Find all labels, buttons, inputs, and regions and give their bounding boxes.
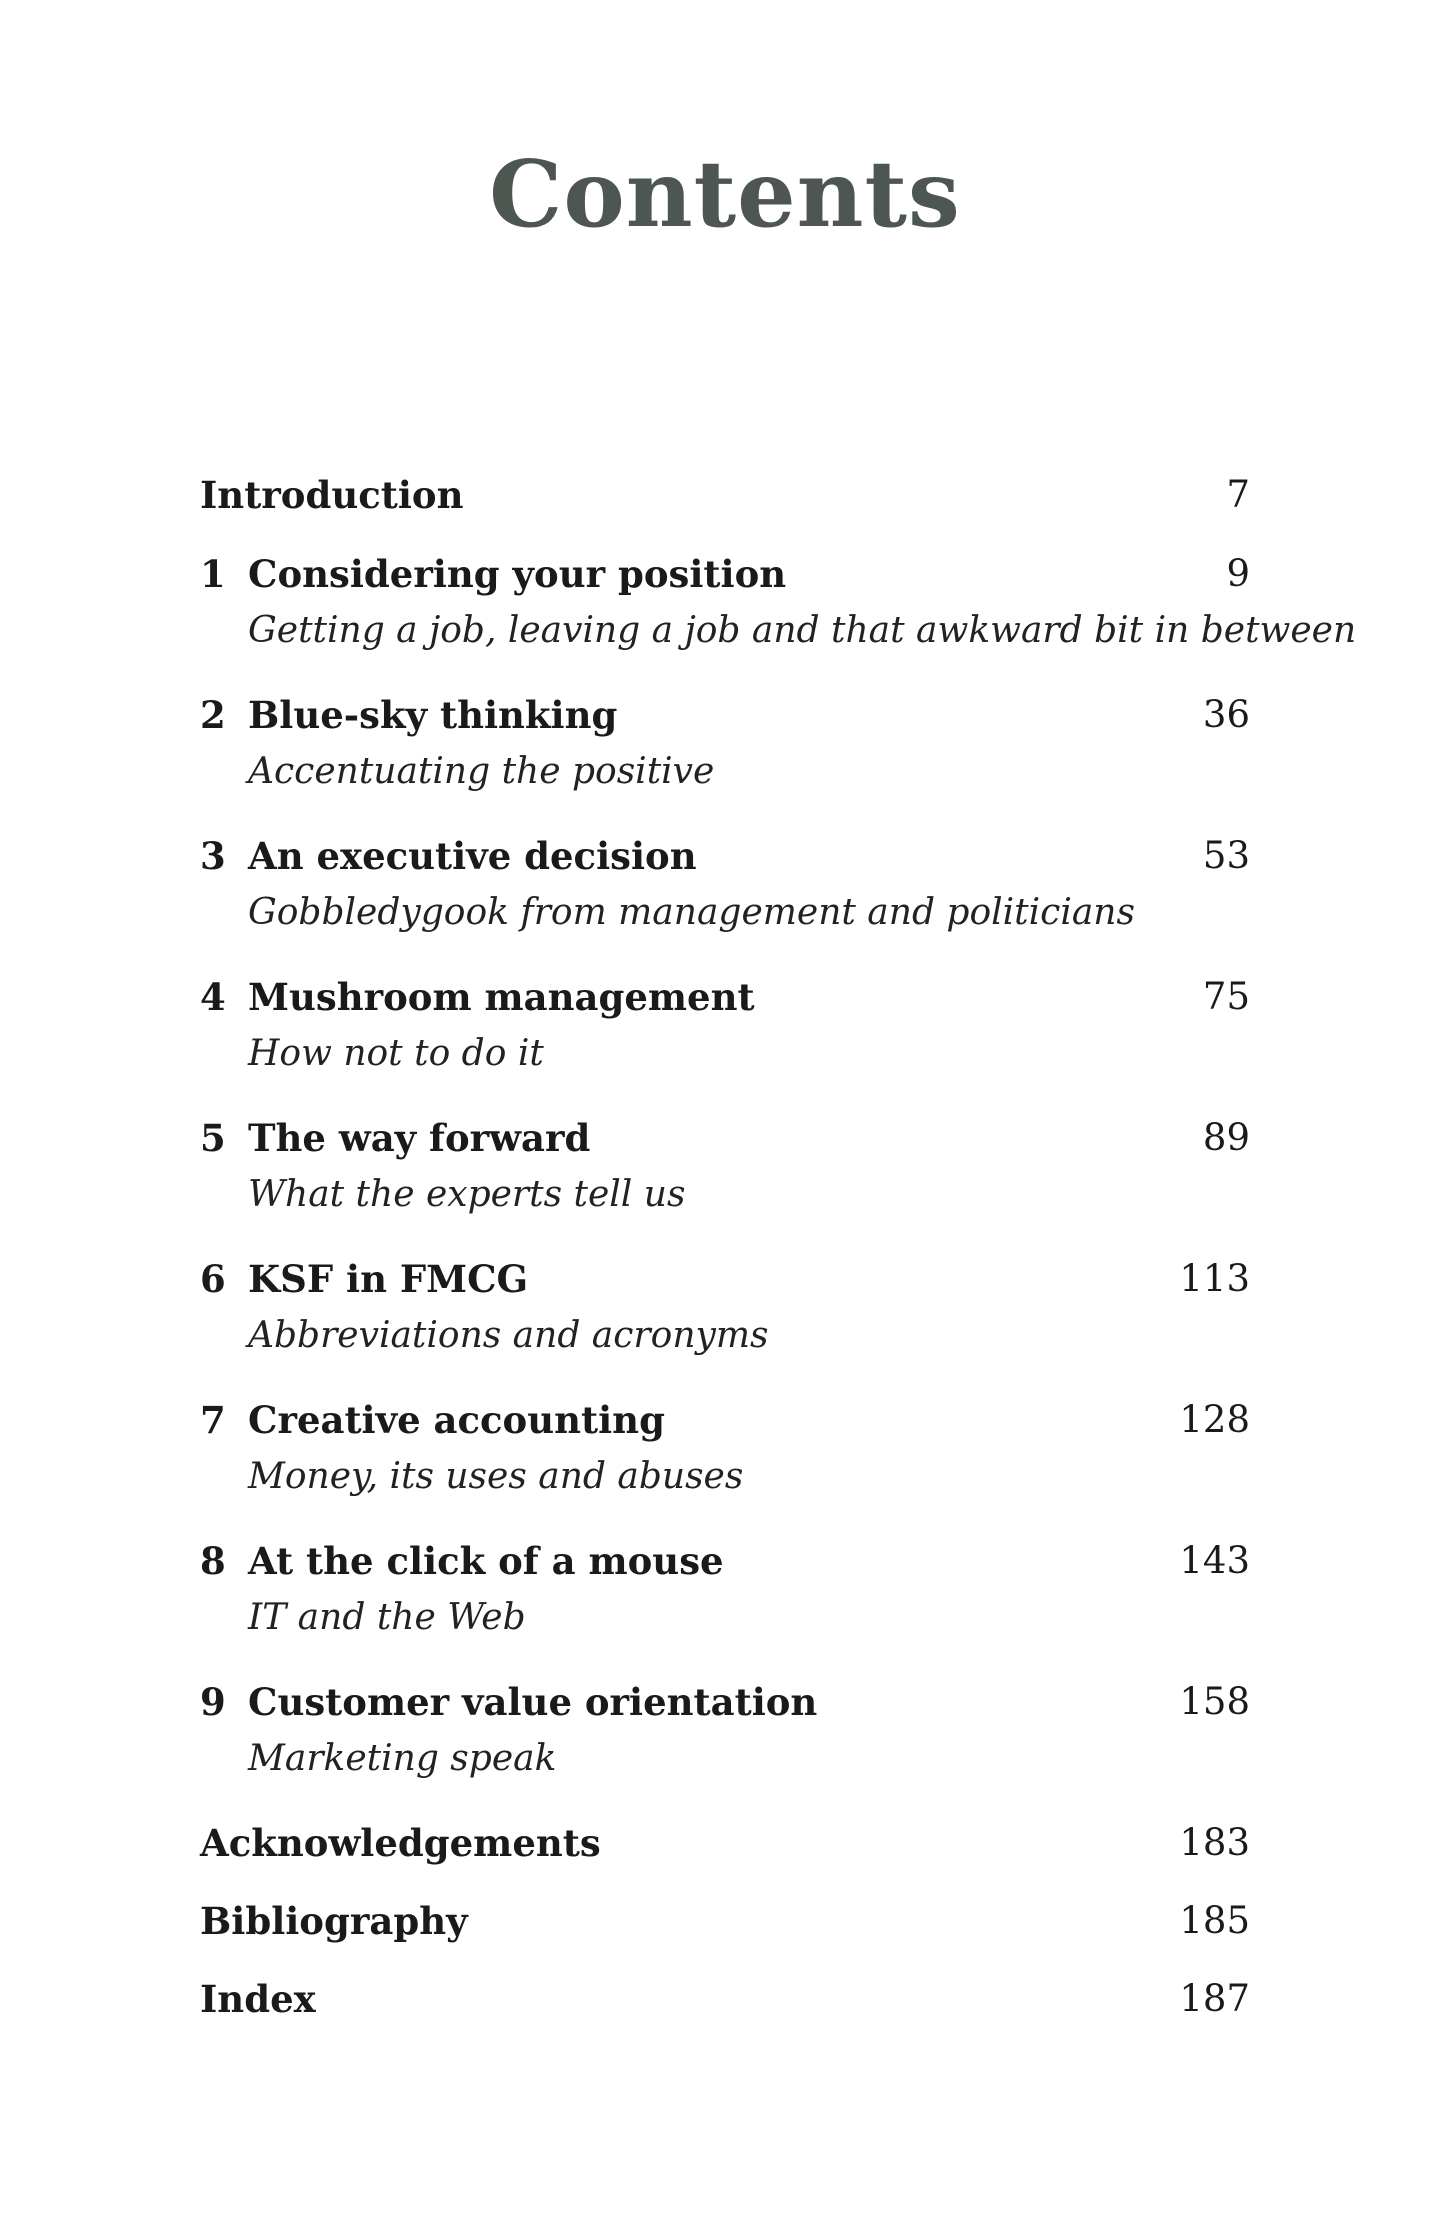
toc-chapter-7[interactable]: [200, 1390, 1250, 1531]
toc-chapter-3[interactable]: [200, 826, 1250, 967]
toc-entry-page: 183: [1179, 1821, 1250, 1864]
chapter-title: An executive decision: [248, 834, 697, 878]
chapter-subtitle: Gobbledygook from management and politicians: [248, 892, 1135, 933]
chapter-subtitle: IT and the Web: [248, 1597, 526, 1638]
chapter-subtitle: What the experts tell us: [248, 1174, 686, 1215]
toc-entry-label: Bibliography: [200, 1899, 468, 1943]
chapter-page: 113: [1179, 1257, 1250, 1300]
chapter-title: Considering your position: [248, 552, 787, 596]
chapter-title: Blue-sky thinking: [248, 693, 618, 737]
chapter-page: 9: [1226, 552, 1250, 595]
chapter-subtitle: Marketing speak: [248, 1738, 557, 1779]
chapter-page: 143: [1179, 1539, 1250, 1582]
chapter-title: Customer value orientation: [248, 1680, 818, 1724]
table-of-contents: [200, 465, 1357, 2047]
toc-entry-label: Acknowledgements: [200, 1821, 601, 1865]
chapter-title: At the click of a mouse: [248, 1539, 724, 1583]
toc-entry-index[interactable]: [200, 1969, 1250, 2047]
toc-chapter-1[interactable]: [200, 544, 1357, 685]
toc-entry-acknowledgements[interactable]: [200, 1813, 1250, 1891]
toc-chapter-5[interactable]: [200, 1108, 1250, 1249]
chapter-number: 7: [200, 1398, 226, 1442]
chapter-page: 89: [1202, 1116, 1250, 1159]
chapter-page: 128: [1179, 1398, 1250, 1441]
toc-entry-label: Introduction: [200, 473, 464, 517]
toc-entry-bibliography[interactable]: [200, 1891, 1250, 1969]
chapter-title: The way forward: [248, 1116, 591, 1160]
chapter-subtitle: Abbreviations and acronyms: [248, 1315, 769, 1356]
chapter-page: 75: [1202, 975, 1250, 1018]
toc-entry-page: 187: [1179, 1977, 1250, 2020]
toc-entry-page: 185: [1179, 1899, 1250, 1942]
toc-chapter-2[interactable]: [200, 685, 1250, 826]
toc-entry-page: 7: [1226, 473, 1250, 516]
chapter-number: 6: [200, 1257, 226, 1301]
toc-chapter-8[interactable]: [200, 1531, 1250, 1672]
chapter-subtitle: Accentuating the positive: [248, 751, 715, 792]
chapter-subtitle: How not to do it: [248, 1033, 544, 1074]
chapter-subtitle: Getting a job, leaving a job and that awkward bit in between: [248, 610, 1357, 651]
chapter-number: 9: [200, 1680, 226, 1724]
toc-entry-introduction[interactable]: [200, 465, 1250, 544]
chapter-page: 36: [1202, 693, 1250, 736]
chapter-title: Creative accounting: [248, 1398, 665, 1442]
chapter-page: 158: [1179, 1680, 1250, 1723]
chapter-number: 3: [200, 834, 226, 878]
chapter-number: 4: [200, 975, 226, 1019]
chapter-subtitle: Money, its uses and abuses: [248, 1456, 744, 1497]
chapter-number: 5: [200, 1116, 226, 1160]
chapter-page: 53: [1202, 834, 1250, 877]
chapter-title: KSF in FMCG: [248, 1257, 529, 1301]
chapter-number: 8: [200, 1539, 226, 1583]
toc-chapter-4[interactable]: [200, 967, 1250, 1108]
toc-chapter-6[interactable]: [200, 1249, 1250, 1390]
chapter-number: 1: [200, 552, 226, 596]
chapter-number: 2: [200, 693, 226, 737]
page-title: Contents: [489, 140, 961, 248]
chapter-title: Mushroom management: [248, 975, 755, 1019]
toc-chapter-9[interactable]: [200, 1672, 1250, 1813]
toc-entry-label: Index: [200, 1977, 316, 2021]
